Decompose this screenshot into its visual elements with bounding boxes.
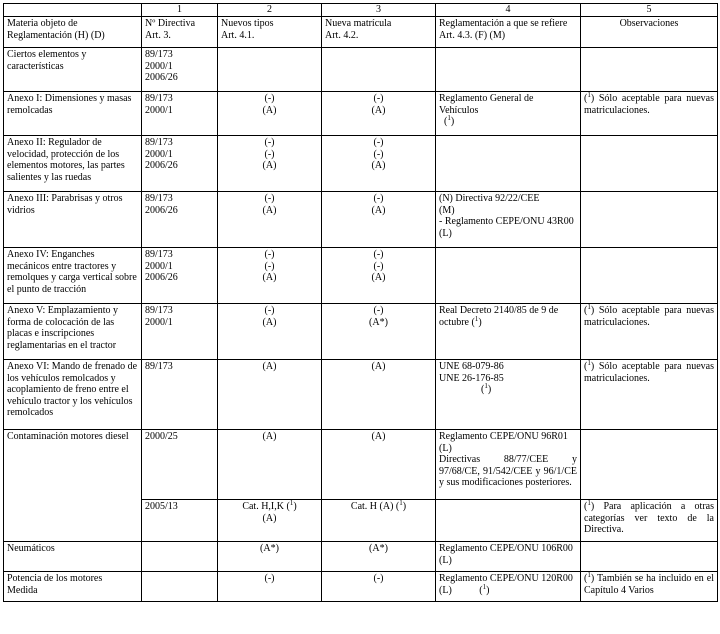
nuevos-cell: Cat. H,I,K ($^1$) (A) (218, 500, 322, 542)
header-directiva-line: Art. 3. (145, 29, 171, 41)
column-number-3: 3 (322, 4, 436, 17)
directiva-cell (142, 542, 218, 572)
matricula-cell (322, 48, 436, 92)
footnote-ref: 1 (587, 303, 591, 311)
directiva-cell: 2000/25 (142, 430, 218, 500)
nuevos-cell: (-) (A) (218, 304, 322, 360)
reglamentacion-cell: Real Decreto 2140/85 de 9 de octubre ($^1$) (436, 304, 581, 360)
table-row (4, 48, 718, 92)
table-row (4, 572, 718, 602)
reglamentacion-cell: (N) Directiva 92/22/CEE (M) - Reglamento CEPE/ONU 43R00 (L) (436, 192, 581, 248)
column-number-5: 5 (581, 4, 718, 17)
observaciones-cell (581, 192, 718, 248)
observaciones-cell (581, 136, 718, 192)
observaciones-cell (581, 48, 718, 92)
header-materia: Materia objeto de Reglamentación (H) (D) (4, 17, 142, 48)
directiva-cell: 2005/13 (142, 500, 218, 542)
column-number-row (4, 4, 718, 17)
reglamentacion-cell (436, 500, 581, 542)
header-nueva-matricula (322, 17, 436, 48)
matricula-cell: (-) (A) (322, 192, 436, 248)
footnote-ref: 1 (482, 582, 487, 591)
header-directiva (142, 17, 218, 48)
header-nuevos-line: Art. 4.1. (221, 29, 255, 41)
header-reglamentacion (436, 17, 581, 48)
header-reglamentacion-line: Reglamentación a que se refiere (439, 18, 568, 29)
directiva-cell: 89/173 2000/1 (142, 304, 218, 360)
header-matricula-line: Art. 4.2. (325, 29, 359, 41)
header-matricula-line: Nueva matrícula (325, 18, 392, 29)
directiva-cell (142, 572, 218, 602)
table-row (4, 304, 718, 360)
reglamentacion-cell (436, 248, 581, 304)
matricula-cell: (-) (A*) (322, 304, 436, 360)
observaciones-cell (581, 542, 718, 572)
table-row (4, 92, 718, 136)
footnote-ref: 1 (587, 571, 591, 579)
matricula-cell: (-) (A) (322, 92, 436, 136)
reglamentacion-cell (436, 48, 581, 92)
header-observaciones: Observaciones (581, 17, 718, 48)
header-directiva-line: Nº Directiva (145, 18, 196, 29)
header-nuevos-line: Nuevos tipos (221, 18, 274, 29)
reglamentacion-cell: UNE 68-079-86 UNE 26-176-85 ($^1$) (436, 360, 581, 430)
matricula-cell: Cat. H (A) ($^1$) (322, 500, 436, 542)
matricula-cell: (-) (-) (A) (322, 248, 436, 304)
observaciones-cell (581, 248, 718, 304)
matricula-cell: (A) (322, 360, 436, 430)
materia-cell: Potencia de los motores Medida (4, 572, 142, 602)
reglamentacion-cell: Reglamento CEPE/ONU 96R01 (L) Directivas 88/77/CEE y 97/68/CE, 91/542/CEE y 96/1/CE y sus modificaciones posteriores. (436, 430, 581, 500)
column-number-2: 2 (218, 4, 322, 17)
materia-cell: Anexo II: Regulador de velocidad, protección de los elementos motores, las partes salientes y las ruedas (4, 136, 142, 192)
observaciones-cell: ($^1$) Sólo aceptable para nuevas matriculaciones. (581, 360, 718, 430)
materia-cell: Anexo III: Parabrisas y otros vidrios (4, 192, 142, 248)
footnote-ref: 1 (587, 499, 591, 507)
column-number-blank (4, 4, 142, 17)
table-row (4, 192, 718, 248)
reglamentacion-cell (436, 136, 581, 192)
observaciones-cell: ($^1$) Sólo aceptable para nuevas matriculaciones. (581, 92, 718, 136)
reglamentacion-cell: Reglamento CEPE/ONU 120R00 (L) ($^1$) (436, 572, 581, 602)
footnote-ref: 1 (474, 314, 479, 323)
materia-cell: Anexo I: Dimensiones y masas remolcadas (4, 92, 142, 136)
nuevos-cell: (A) (218, 430, 322, 500)
header-row (4, 17, 718, 48)
nuevos-cell: (-) (-) (A) (218, 136, 322, 192)
table-row (4, 248, 718, 304)
observaciones-cell (581, 430, 718, 500)
nuevos-cell: (A) (218, 360, 322, 430)
header-reglamentacion-line: Art. 4.3. (F) (M) (439, 29, 506, 41)
observaciones-cell: ($^1$) Sólo aceptable para nuevas matriculaciones. (581, 304, 718, 360)
nuevos-cell: (-) (A) (218, 192, 322, 248)
column-number-4: 4 (436, 4, 581, 17)
regulation-table (3, 3, 718, 602)
observaciones-cell: ($^1$) Para aplicación a otras categorías ver texto de la Directiva. (581, 500, 718, 542)
materia-cell: Anexo IV: Enganches mecánicos entre tractores y remolques y carga vertical sobre el punto de tracción (4, 248, 142, 304)
directiva-cell: 89/173 2006/26 (142, 192, 218, 248)
observaciones-cell: ($^1$) También se ha incluido en el Capítulo 4 Varios (581, 572, 718, 602)
materia-cell: Ciertos elementos y características (4, 48, 142, 92)
footnote-ref: 1 (399, 499, 403, 507)
matricula-cell: (-) (322, 572, 436, 602)
directiva-cell: 89/173 (142, 360, 218, 430)
reglamentacion-cell: Reglamento General de Vehículos ($^1$) (436, 92, 581, 136)
matricula-cell: (A) (322, 430, 436, 500)
nuevos-cell: (A*) (218, 542, 322, 572)
table-row (4, 360, 718, 430)
reglamentacion-cell: Reglamento CEPE/ONU 106R00 (L) (436, 542, 581, 572)
materia-cell: Anexo VI: Mando de frenado de los vehículos remolcados y acoplamiento de freno entre el vehículo tractor y los vehículos remolcados (4, 360, 142, 430)
header-nuevos-tipos (218, 17, 322, 48)
nuevos-cell: (-) (-) (A) (218, 248, 322, 304)
directiva-cell: 89/173 2000/1 (142, 92, 218, 136)
directiva-cell: 89/173 2000/1 2006/26 (142, 136, 218, 192)
footnote-ref: 1 (484, 382, 488, 390)
footnote-ref: 1 (587, 359, 591, 367)
table-row (4, 136, 718, 192)
nuevos-cell: (-) (A) (218, 92, 322, 136)
footnote-ref: 1 (447, 114, 451, 122)
materia-cell: Contaminación motores diesel (4, 430, 142, 542)
footnote-ref: 1 (587, 91, 591, 99)
materia-cell: Anexo V: Emplazamiento y forma de colocación de las placas e inscripciones reglamentarias en el tractor (4, 304, 142, 360)
materia-cell: Neumáticos (4, 542, 142, 572)
nuevos-cell (218, 48, 322, 92)
column-number-1: 1 (142, 4, 218, 17)
directiva-cell: 89/173 2000/1 2006/26 (142, 48, 218, 92)
matricula-cell: (-) (-) (A) (322, 136, 436, 192)
footnote-ref: 1 (289, 499, 294, 507)
directiva-cell: 89/173 2000/1 2006/26 (142, 248, 218, 304)
table-row (4, 430, 718, 500)
matricula-cell: (A*) (322, 542, 436, 572)
table-row (4, 542, 718, 572)
nuevos-cell: (-) (218, 572, 322, 602)
